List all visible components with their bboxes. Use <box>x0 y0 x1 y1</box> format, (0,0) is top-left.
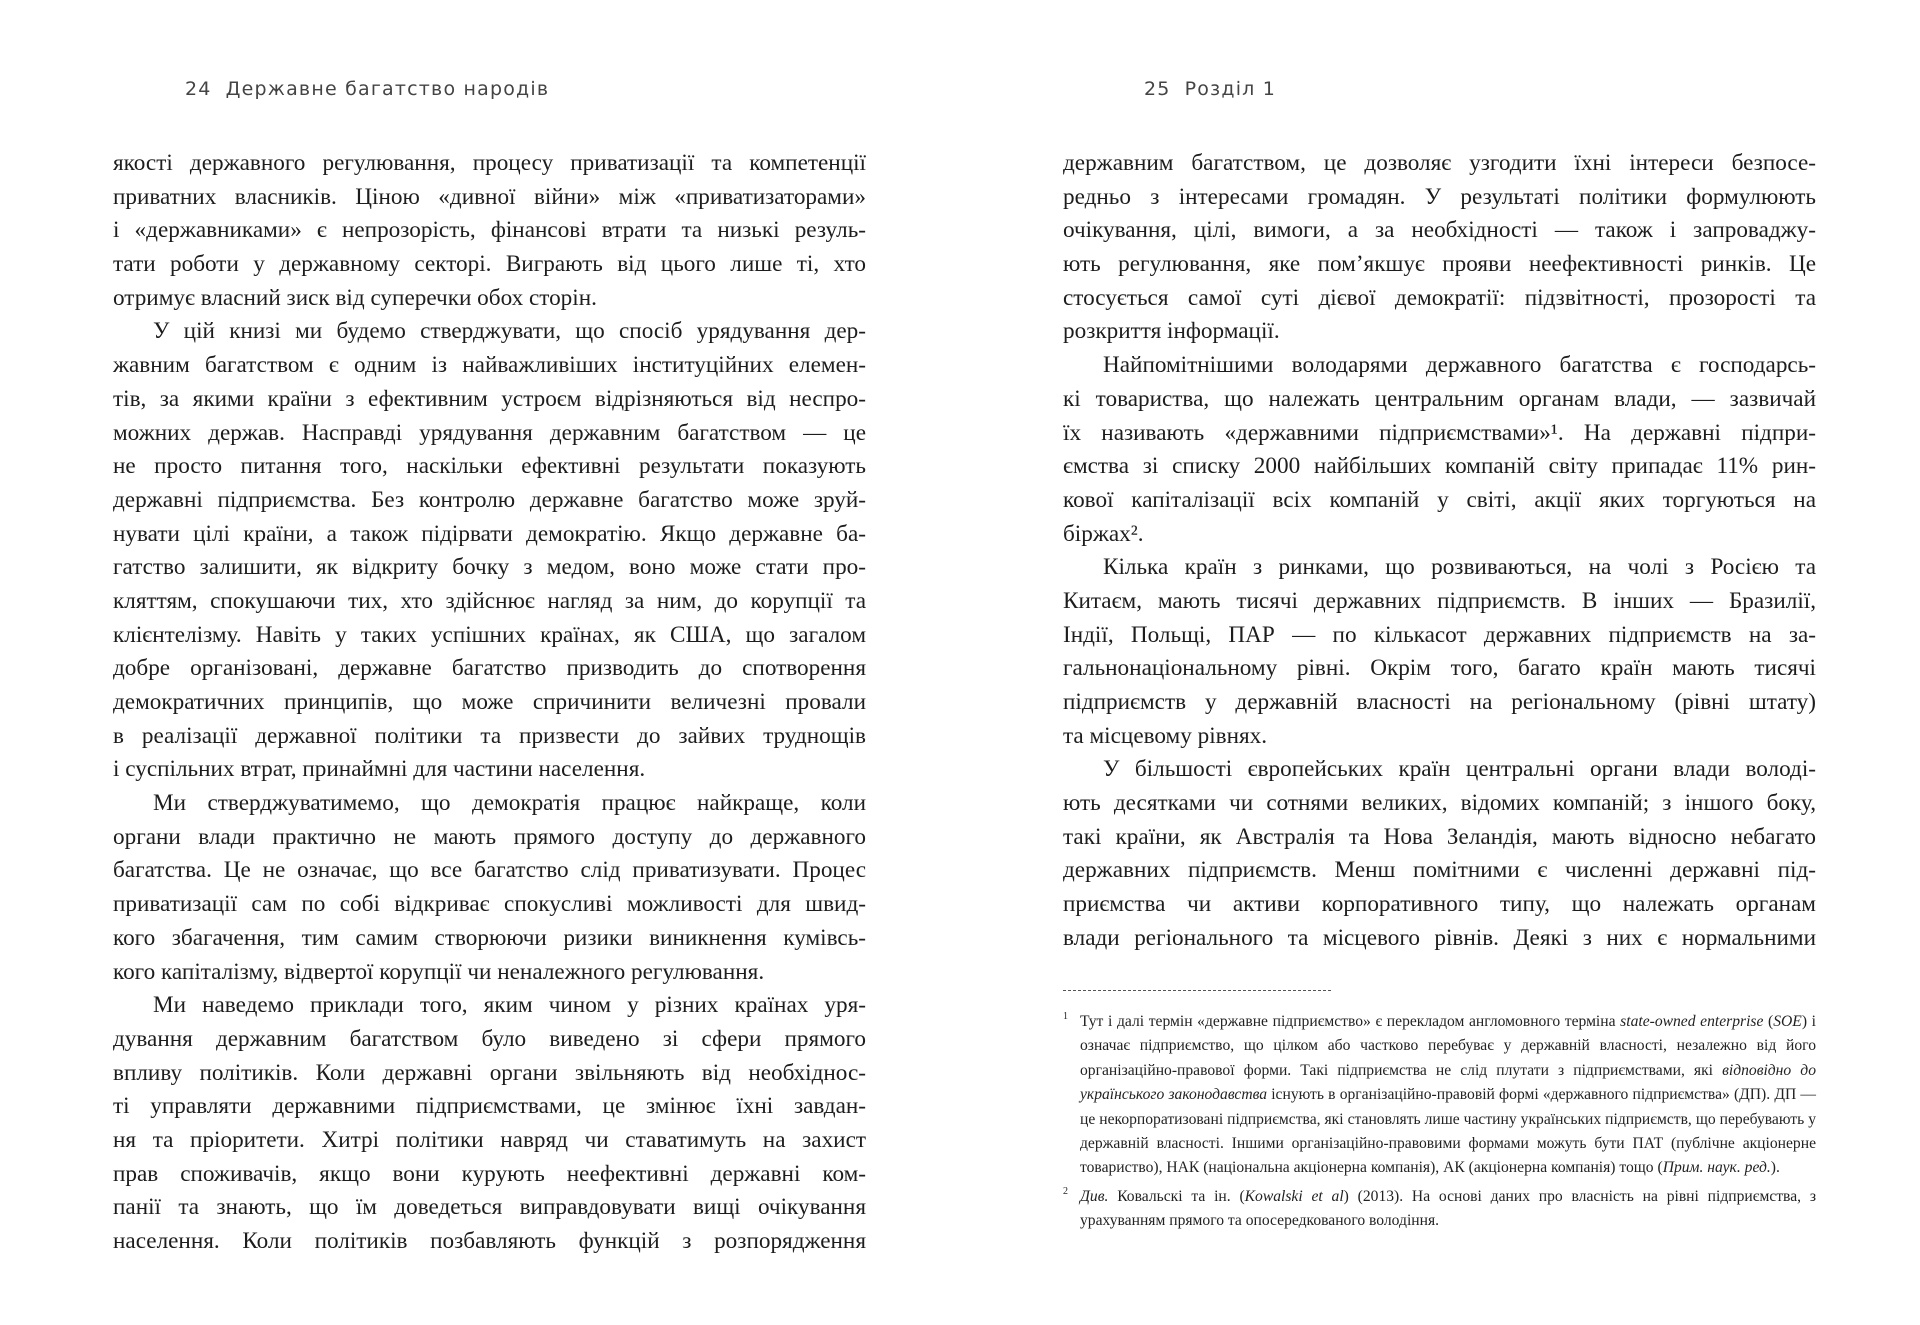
paragraph <box>1063 349 1816 551</box>
text-line: їх називають «державними підприємствами»¹. На державні підпри- <box>1063 419 1816 446</box>
text-line: державні підприємства. Без контролю державне багатство може зруй- <box>113 486 866 513</box>
text-line: розкриття інформації. <box>1063 318 1280 345</box>
text-line: жавним багатством є одним із найважливіших інституційних елемен- <box>113 352 866 379</box>
footnote-text: Тут і далі термін «державне підприємство» є перекладом англомовного терміна <box>1080 1013 1621 1030</box>
footnote-text: ) (2013). На основі даних про власність на рівні підприємства, з урахуванням прямого та опосередкованого володіння. <box>1080 1187 1816 1230</box>
text-line: кого капіталізму, відвертої корупції чи неналежного регулювання. <box>113 958 765 985</box>
text-line: впливу політиків. Коли державні органи звільняють від необхіднос- <box>113 1059 866 1086</box>
text-line: державним багатством, це дозволяє узгодити їхні інтереси безпосе- <box>1063 150 1816 176</box>
footnote-text: Див. <box>1080 1187 1109 1205</box>
text-line: стосується самої суті дієвої демократії: підзвітності, прозорості та <box>1063 284 1816 311</box>
text-line: приватизації сам по собі відкриває спокусливі можливості для швид- <box>113 891 866 918</box>
paragraph <box>113 147 866 315</box>
footnote-text: ). <box>1770 1159 1780 1177</box>
text-line: багатства. Це не означає, що все багатство слід приватизувати. Процес <box>113 857 866 884</box>
paragraph <box>113 315 866 787</box>
running-title: Розділ 1 <box>1184 78 1277 100</box>
text-line: приємства чи активи корпоративного типу, що належать органам <box>1063 891 1816 918</box>
text-line: Ми стверджуватимемо, що демократія працює найкраще, коли <box>153 790 866 817</box>
text-line: Найпомітнішими володарями державного багатства є господарсь- <box>1103 352 1816 379</box>
text-line: біржах². <box>1063 520 1144 547</box>
footnote <box>1063 1010 1816 1181</box>
text-line: добре організовані, державне багатство призводить до спотворення <box>113 655 866 682</box>
footnote-text: Ковальскі та ін. ( <box>1108 1187 1245 1205</box>
text-line: якості державного регулювання, процесу приватизації та компетенції <box>113 150 866 176</box>
right-page <box>960 0 1920 1325</box>
page-number: 24 <box>185 78 212 100</box>
text-line: редньо з інтересами громадян. У результаті політики формулюють <box>1063 183 1816 210</box>
footnote-text: SOE <box>1773 1013 1802 1030</box>
footnote-mark: 2 <box>1063 1185 1068 1197</box>
text-line: кової капіталізації всіх компаній у світі, акції яких торгуються на <box>1063 486 1816 513</box>
text-line: дування державним багатством було виведено зі сфери прямого <box>113 1025 866 1052</box>
footnote-text: відповідно до українського законодавства <box>1080 1061 1816 1104</box>
running-title: Державне багатство народів <box>225 78 550 100</box>
footnote-text: ( <box>1763 1013 1774 1030</box>
paragraph <box>1063 753 1816 955</box>
footnote-text: state-owned enterprise <box>1620 1013 1764 1030</box>
footnote-divider <box>1063 990 1331 991</box>
text-line: кляттям, спокушаючи тих, хто здійснює нагляд за ним, до корупції та <box>113 587 866 614</box>
text-line: такі країни, як Австралія та Нова Зеландія, мають відносно небагато <box>1063 823 1816 850</box>
text-line: клієнтелізму. Навіть у таких успішних країнах, як США, що загалом <box>113 621 866 648</box>
footnotes <box>1063 1010 1816 1238</box>
page-number: 25 <box>1144 78 1171 100</box>
running-head-right <box>1144 78 1276 100</box>
body-text-left <box>113 147 866 1259</box>
text-line: демократичних принципів, що може спричинити величезні провали <box>113 689 866 715</box>
paragraph <box>1063 147 1816 349</box>
text-line: кого збагачення, тим самим створюючи ризики виникнення кумівсь- <box>113 924 866 951</box>
text-line: ють регулювання, яке пом’якшує прояви неефективності ринків. Це <box>1063 251 1816 278</box>
text-line: населення. Коли політиків позбавляють функцій з розпорядження <box>113 1228 866 1254</box>
footnote-text: існують в організаційно-правовій формі «державного підприємства» (ДП). ДП — це некорпоратизовані підприємства, які становлять лише частину українських підприємств, що перебувають у державній власності. Іншими організаційно-правовими формами можуть бути ПАТ (публічне акціонерне товариство), НАК (національна акціонерна компанія), АК (акціонерна компанія) тощо ( <box>1080 1086 1816 1177</box>
text-line: державних підприємств. Менш помітними є численні державні під- <box>1063 857 1816 884</box>
footnote-text: Прим. наук. ред. <box>1662 1159 1771 1177</box>
footnote-mark: 1 <box>1063 1011 1068 1022</box>
text-line: Індії, Польщі, ПАР — по кількасот державних підприємств на за- <box>1063 621 1816 648</box>
paragraph <box>113 989 866 1259</box>
text-line: приватних власників. Ціною «дивної війни» між «приватизаторами» <box>113 183 866 210</box>
body-text-right <box>1063 147 1816 956</box>
text-line: не просто питання того, наскільки ефективні результати показують <box>113 453 866 480</box>
text-line: Ми наведемо приклади того, яким чином у різних країнах уря- <box>153 992 866 1019</box>
text-line: ня та пріоритети. Хитрі політики навряд чи ставатимуть на захист <box>113 1126 866 1153</box>
text-line: органи влади практично не мають прямого доступу до державного <box>113 823 866 850</box>
text-line: ють десятками чи сотнями великих, відомих компаній; з іншого боку, <box>1063 790 1816 817</box>
text-line: гальнонаціональному рівні. Окрім того, багато країн мають тисячі <box>1063 655 1816 682</box>
text-line: ті управляти державними підприємствами, це змінює їхні завдан- <box>113 1093 866 1120</box>
footnote <box>1063 1185 1816 1234</box>
text-line: тів, за якими країни з ефективним устроєм відрізняються від неспро- <box>113 385 866 412</box>
text-line: Кілька країн з ринками, що розвиваються, на чолі з Росією та <box>1103 554 1816 581</box>
paragraph <box>113 787 866 989</box>
text-line: кі товариства, що належать центральним органам влади, — зазвичай <box>1063 385 1816 412</box>
text-line: можних держав. Насправді урядування державним багатством — це <box>113 419 866 446</box>
text-line: і «державниками» є непрозорість, фінансові втрати та низькі резуль- <box>113 217 866 244</box>
running-head-left <box>185 78 549 100</box>
text-line: підприємств у державній власності на регіональному (рівні штату) <box>1063 689 1816 715</box>
text-line: нувати цілі країни, а також підірвати демократію. Якщо державне ба- <box>113 520 866 547</box>
text-line: Китаєм, мають тисячі державних підприємств. В інших — Бразилії, <box>1063 587 1816 614</box>
text-line: панії та знають, що їм доведеться виправдовувати вищі очікування <box>113 1194 866 1221</box>
text-line: гатство залишити, як відкриту бочку з медом, воно може стати про- <box>113 554 866 581</box>
text-line: влади регіонального та місцевого рівнів. Деякі з них є нормальними <box>1063 924 1816 951</box>
text-line: У більшості європейських країн центральні органи влади володі- <box>1103 756 1816 783</box>
text-line: та місцевому рівнях. <box>1063 722 1268 749</box>
text-line: У цій книзі ми будемо стверджувати, що спосіб урядування дер- <box>153 318 866 345</box>
footnote-text: Kowalski et al <box>1244 1187 1344 1205</box>
text-line: отримує власний зиск від суперечки обох сторін. <box>113 284 597 311</box>
footnote-text: ) і означає підприємство, що цілком або частково перебуває у державній власності, незалежно від його організаційно-правової форми. Такі підприємства не слід плутати з підприємствами, які <box>1080 1013 1817 1079</box>
text-line: і суспільних втрат, принаймні для частини населення. <box>113 756 646 783</box>
paragraph <box>1063 551 1816 753</box>
text-line: очікування, цілі, вимоги, а за необхідності — також і запроваджу- <box>1063 217 1816 244</box>
text-line: прав споживачів, якщо вони курують неефективні державні ком- <box>113 1160 866 1187</box>
text-line: тати роботи у державному секторі. Виграють від цього лише ті, хто <box>113 251 866 278</box>
text-line: в реалізації державної політики та призвести до зайвих труднощів <box>113 722 866 749</box>
text-line: ємства зі списку 2000 найбільших компаній світу припадає 11% рин- <box>1063 453 1816 480</box>
